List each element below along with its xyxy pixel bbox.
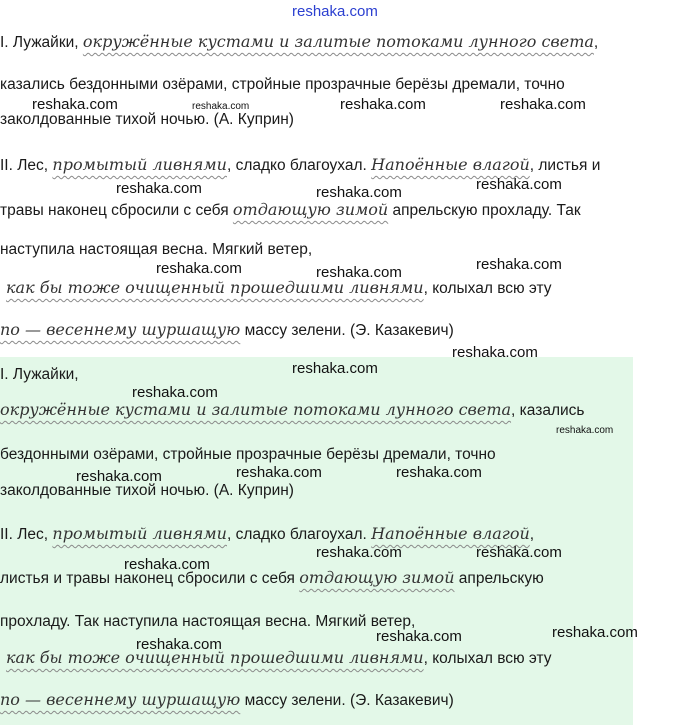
participial-phrase: отдающую зимой: [232, 200, 389, 219]
watermark: reshaka.com: [476, 256, 562, 273]
participial-phrase: отдающую зимой: [299, 568, 455, 587]
watermark: reshaka.com: [76, 468, 162, 485]
participial-phrase: окружённые кустами и залитые потоками лунного света: [0, 400, 512, 419]
watermark: reshaka.com: [376, 628, 462, 645]
answer-p2-line1: II. Лес, промытый ливнями, сладко благоухал. Напоённые влагой,: [0, 524, 535, 543]
watermark: reshaka.com: [292, 360, 378, 377]
task-p2-line1: II. Лес, промытый ливнями, сладко благоухал. Напоённые влагой, листья и: [0, 155, 601, 174]
task-p2-line2: травы наконец сбросили с себя отдающую зимой апрельскую прохладу. Так: [0, 200, 581, 219]
task-p2-line4: как бы тоже очищенный прошедшими ливнями, колыхал всю эту: [6, 278, 552, 297]
watermark: reshaka.com: [116, 180, 202, 197]
watermark: reshaka.com: [156, 260, 242, 277]
watermark: reshaka.com: [452, 344, 538, 361]
task-p1-line3: заколдованные тихой ночью. (А. Куприн): [0, 111, 294, 128]
participial-phrase: окружённые кустами и залитые потоками лунного света: [82, 32, 594, 51]
answer-p1-line4: заколдованные тихой ночью. (А. Куприн): [0, 482, 294, 499]
answer-p2-line4: как бы тоже очищенный прошедшими ливнями, колыхал всю эту: [6, 648, 552, 667]
participial-phrase: Напоённые влагой: [371, 155, 530, 174]
task-p1-line2: казались бездонными озёрами, стройные прозрачные берёзы дремали, точно: [0, 76, 565, 93]
participial-phrase: промытый ливнями: [52, 155, 227, 174]
watermark: reshaka.com: [476, 544, 562, 561]
answer-p1-line1: I. Лужайки,: [0, 366, 79, 383]
answer-p2-line5: по — весеннему шуршащую массу зелени. (Э. Казакевич): [0, 690, 454, 709]
answer-p2-line2: листья и травы наконец сбросили с себя отдающую зимой апрельскую: [0, 568, 544, 587]
watermark: reshaka.com: [476, 176, 562, 193]
watermark: reshaka.com: [124, 556, 210, 573]
site-watermark-header[interactable]: reshaka.com: [292, 3, 378, 20]
watermark: reshaka.com: [192, 101, 250, 112]
answer-p1-line3: бездонными озёрами, стройные прозрачные берёзы дремали, точно: [0, 446, 496, 463]
participial-phrase: по — весеннему шуршащую: [0, 690, 241, 709]
watermark: reshaka.com: [396, 464, 482, 481]
watermark: reshaka.com: [136, 636, 222, 653]
task-p2-line5: по — весеннему шуршащую массу зелени. (Э. Казакевич): [0, 320, 454, 339]
watermark: reshaka.com: [32, 96, 118, 113]
watermark: reshaka.com: [340, 96, 426, 113]
watermark: reshaka.com: [316, 264, 402, 281]
participial-phrase: как бы тоже очищенный прошедшими ливнями: [6, 278, 424, 297]
task-p2-line3: наступила настоящая весна. Мягкий ветер,: [0, 241, 313, 258]
participial-phrase: Напоённые влагой: [371, 524, 530, 543]
task-p1-line1: I. Лужайки, окружённые кустами и залитые потоками лунного света,: [0, 32, 599, 51]
watermark: reshaka.com: [500, 96, 586, 113]
participial-phrase: как бы тоже очищенный прошедшими ливнями: [6, 648, 424, 667]
participial-phrase: промытый ливнями: [52, 524, 227, 543]
answer-p1-line2: окружённые кустами и залитые потоками лунного света, казались: [0, 400, 585, 419]
answer-p2-line3: прохладу. Так наступила настоящая весна. Мягкий ветер,: [0, 613, 416, 630]
watermark: reshaka.com: [556, 425, 614, 436]
watermark: reshaka.com: [316, 184, 402, 201]
watermark: reshaka.com: [132, 384, 218, 401]
watermark: reshaka.com: [236, 464, 322, 481]
participial-phrase: по — весеннему шуршащую: [0, 320, 241, 339]
watermark: reshaka.com: [316, 544, 402, 561]
watermark: reshaka.com: [552, 624, 638, 641]
